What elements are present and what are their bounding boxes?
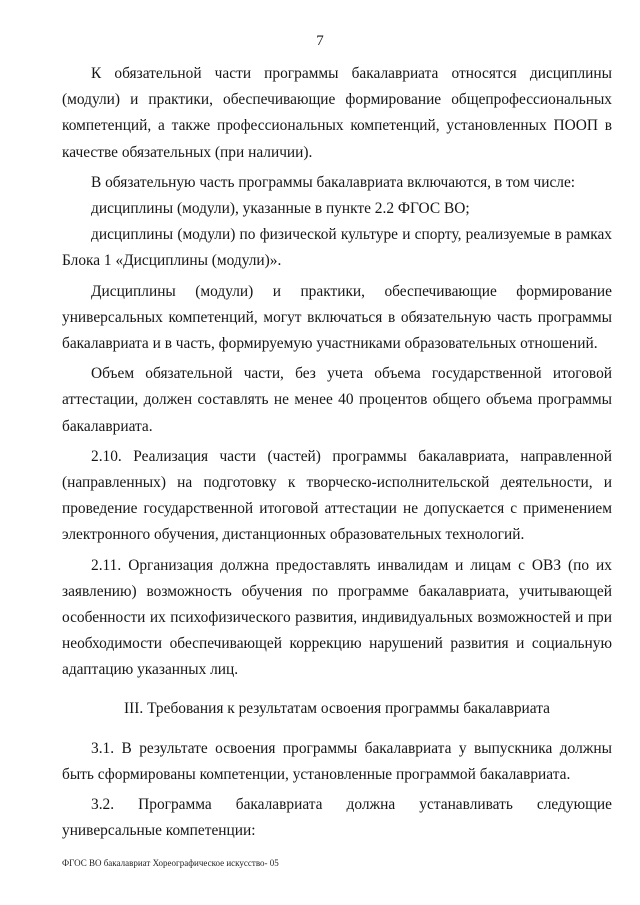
paragraph: К обязательной части программы бакалавриата относятся дисциплины (модули) и практики, обеспечивающие формирование общепрофессиональных компетенций, а также профессиональных компетенций, установленных ПООП в качестве обязательных (при наличии). (62, 65, 612, 161)
page-number: 7 (316, 33, 324, 49)
paragraph: 3.1. В результате освоения программы бакалавриата у выпускника должны быть сформированы компетенции, установленные программой бакалавриата. (62, 739, 612, 784)
paragraph: Объем обязательной части, без учета объема государственной итоговой аттестации, должен составлять не менее 40 процентов общего объема программы бакалавриата. (62, 365, 612, 435)
paragraph: 2.11. Организация должна предоставлять инвалидам и лицам с ОВЗ (по их заявлению) возможность обучения по программе бакалавриата, учитывающей особенности их психофизического развития, индивидуальных возможностей и при необходимости обеспечивающей коррекцию нарушений развития и социальную адаптацию указанных лиц. (62, 556, 612, 679)
paragraph: дисциплины (модули), указанные в пункте 2.2 ФГОС ВО; (91, 200, 470, 218)
section-heading: III. Требования к результатам освоения программы бакалавриата (124, 699, 550, 717)
paragraph: 2.10. Реализация части (частей) программы бакалавриата, направленной (направленных) на подготовку к творческо-исполнительской деятельности, и проведение государственной итоговой аттестации не допускается с применением электронного обучения, дистанционных образовательных технологий. (62, 447, 612, 544)
paragraph: дисциплины (модули) по физической культуре и спорту, реализуемые в рамках Блока 1 «Дисциплины (модули)». (62, 226, 612, 270)
paragraph: Дисциплины (модули) и практики, обеспечивающие формирование универсальных компетенций, могут включаться в обязательную часть программы бакалавриата и в часть, формируемую участниками образовательных отношений. (62, 282, 612, 353)
page-footer: ФГОС ВО бакалавриат Хореографическое искусство- 05 (62, 858, 279, 868)
document-body (62, 61, 612, 849)
paragraph: В обязательную часть программы бакалавриата включаются, в том числе: (91, 173, 576, 191)
paragraph: 3.2. Программа бакалавриата должна устанавливать следующие универсальные компетенции: (62, 796, 612, 840)
